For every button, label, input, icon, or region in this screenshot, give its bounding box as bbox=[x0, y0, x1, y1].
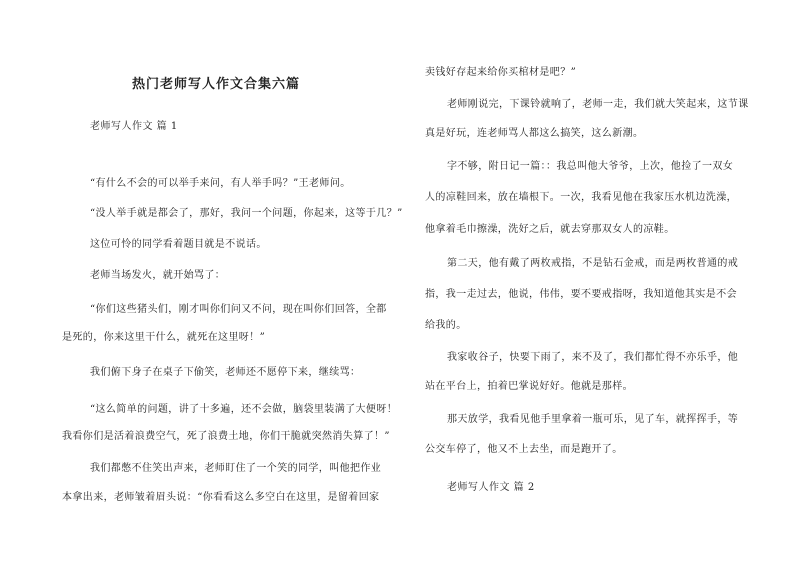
section-heading-2: 老师写人作文 篇 2 bbox=[447, 482, 535, 493]
section-heading-1: 老师写人作文 篇 1 bbox=[90, 121, 178, 132]
paragraph-line: “这么简单的问题，讲了十多遍，还不会做，脑袋里装满了大便呀！ bbox=[90, 404, 398, 415]
paragraph-line: 这位可怜的同学看着题目就是不说话。 bbox=[90, 239, 267, 250]
paragraph-line: 第二天，他有戴了两枚戒指，不是钻石金戒，而是两枚普通的戒 bbox=[447, 258, 739, 269]
paragraph-line: 我看你们是活着浪费空气，死了浪费土地，你们干脆就突然消失算了！” bbox=[62, 431, 390, 442]
paragraph-line: 卖钱好存起来给你买棺材是吧？” bbox=[425, 67, 577, 78]
paragraph-line: 字不够，附日记一篇：：我总叫他大爷爷，上次，他捡了一双女 bbox=[447, 161, 734, 172]
paragraph-line: “没人举手就是都会了，那好，我问一个问题，你起来，这等于几？” bbox=[90, 208, 403, 219]
paragraph-line: 本拿出来，老师皱着眉头说：“你看看这么多空白在这里，是留着回家 bbox=[62, 492, 380, 503]
paragraph-line: “有什么不会的可以举手来问，有人举手吗？”王老师问。 bbox=[90, 178, 351, 189]
paragraph-line: 人的凉鞋回来，放在墙根下。一次，我看见他在我家压水机边洗澡， bbox=[425, 192, 737, 203]
paragraph-line: 他拿着毛巾擦澡，洗好之后，就去穿那双女人的凉鞋。 bbox=[425, 224, 675, 235]
paragraph-line: 老师刚说完，下课铃就响了，老师一走，我们就大笑起来，这节课 bbox=[447, 99, 749, 110]
paragraph-line: 我们都憋不住笑出声来，老师盯住了一个笑的同学，叫他把作业 bbox=[90, 463, 382, 474]
paragraph-line: 站在平台上，拍着巴掌说好好。他就是那样。 bbox=[425, 381, 633, 392]
paragraph-line: 我们俯下身子在桌子下偷笑，老师还不愿停下来，继续骂： bbox=[90, 367, 361, 378]
paragraph-line: 是死的，你来这里干什么，就死在这里呀！” bbox=[62, 332, 266, 343]
paragraph-line: 老师当场发火，就开始骂了： bbox=[90, 270, 226, 281]
paragraph-line: 给我的。 bbox=[425, 320, 467, 331]
document-title: 热门老师写人作文合集六篇 bbox=[132, 77, 301, 92]
paragraph-line: 公交车停了，他又不上去坐，而是跑开了。 bbox=[425, 444, 623, 455]
paragraph-line: “你们这些猪头们，刚才叫你们问又不问，现在叫你们回答，全都 bbox=[90, 304, 387, 315]
paragraph-line: 我家收谷子，快要下雨了，来不及了，我们都忙得不亦乐乎，他 bbox=[447, 352, 739, 363]
paragraph-line: 真是好玩，连老师骂人都这么搞笑，这么新潮。 bbox=[425, 128, 644, 139]
paragraph-line: 那天放学，我看见他手里拿着一瓶可乐，见了车，就挥挥手，等 bbox=[447, 414, 739, 425]
paragraph-line: 指，我一走过去，他说，伟伟，要不要戒指呀，我知道他其实是不会 bbox=[425, 289, 737, 300]
